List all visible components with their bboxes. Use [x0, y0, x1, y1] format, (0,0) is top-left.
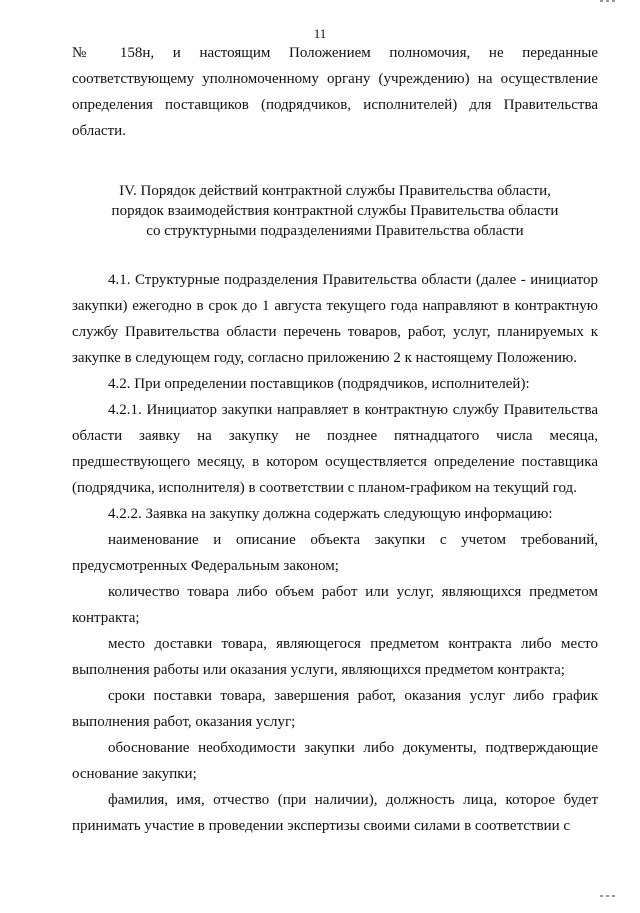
list-item-object-description: наименование и описание объекта закупки с учетом требований, предусмотренных Федеральным законом;	[72, 532, 598, 574]
page-content	[72, 40, 598, 839]
paragraph-4-2: 4.2. При определении поставщиков (подрядчиков, исполнителей):	[108, 376, 530, 392]
scan-artifact-bottom	[600, 895, 630, 901]
section-title	[72, 181, 598, 241]
list-item-delivery-place: место доставки товара, являющегося предметом контракта либо место выполнения работы или оказания услуги, являющихся предметом контракта;	[72, 636, 598, 678]
scan-artifact-top	[600, 0, 630, 6]
section-title-line-3: со структурными подразделениями Правительства области	[146, 223, 524, 239]
intro-paragraph: № 158н, и настоящим Положением полномочия, не переданные соответствующему уполномоченному органу (учреждению) на осуществление определения поставщиков (подрядчиков, исполнителей) для Правительства области.	[72, 45, 598, 139]
section-title-line-2: порядок взаимодействия контрактной службы Правительства области	[111, 203, 559, 219]
paragraph-4-2-2: 4.2.2. Заявка на закупку должна содержать следующую информацию:	[108, 506, 553, 522]
list-item-quantity: количество товара либо объем работ или услуг, являющихся предметом контракта;	[72, 584, 598, 626]
paragraph-4-1: 4.1. Структурные подразделения Правительства области (далее - инициатор закупки) ежегодно в срок до 1 августа текущего года направляют в контрактную службу Правительства области перечень товаров, работ, услуг, планируемых к закупке в следующем году, согласно приложению 2 к настоящему Положению.	[72, 272, 598, 366]
section-title-line-1: IV. Порядок действий контрактной службы Правительства области,	[119, 183, 551, 199]
list-item-expert-person: фамилия, имя, отчество (при наличии), должность лица, которое будет принимать участие в проведении экспертизы своими силами в соответствии с	[72, 792, 598, 834]
list-item-delivery-terms: сроки поставки товара, завершения работ, оказания услуг либо график выполнения работ, оказания услуг;	[72, 688, 598, 730]
paragraph-4-2-1: 4.2.1. Инициатор закупки направляет в контрактную службу Правительства области заявку на закупку не позднее пятнадцатого числа месяца, предшествующего месяцу, в котором осуществляется определение поставщика (подрядчика, исполнителя) в соответствии с планом-графиком на текущий год.	[72, 402, 598, 496]
list-item-justification: обоснование необходимости закупки либо документы, подтверждающие основание закупки;	[72, 740, 598, 782]
page-number: 11	[313, 26, 327, 41]
